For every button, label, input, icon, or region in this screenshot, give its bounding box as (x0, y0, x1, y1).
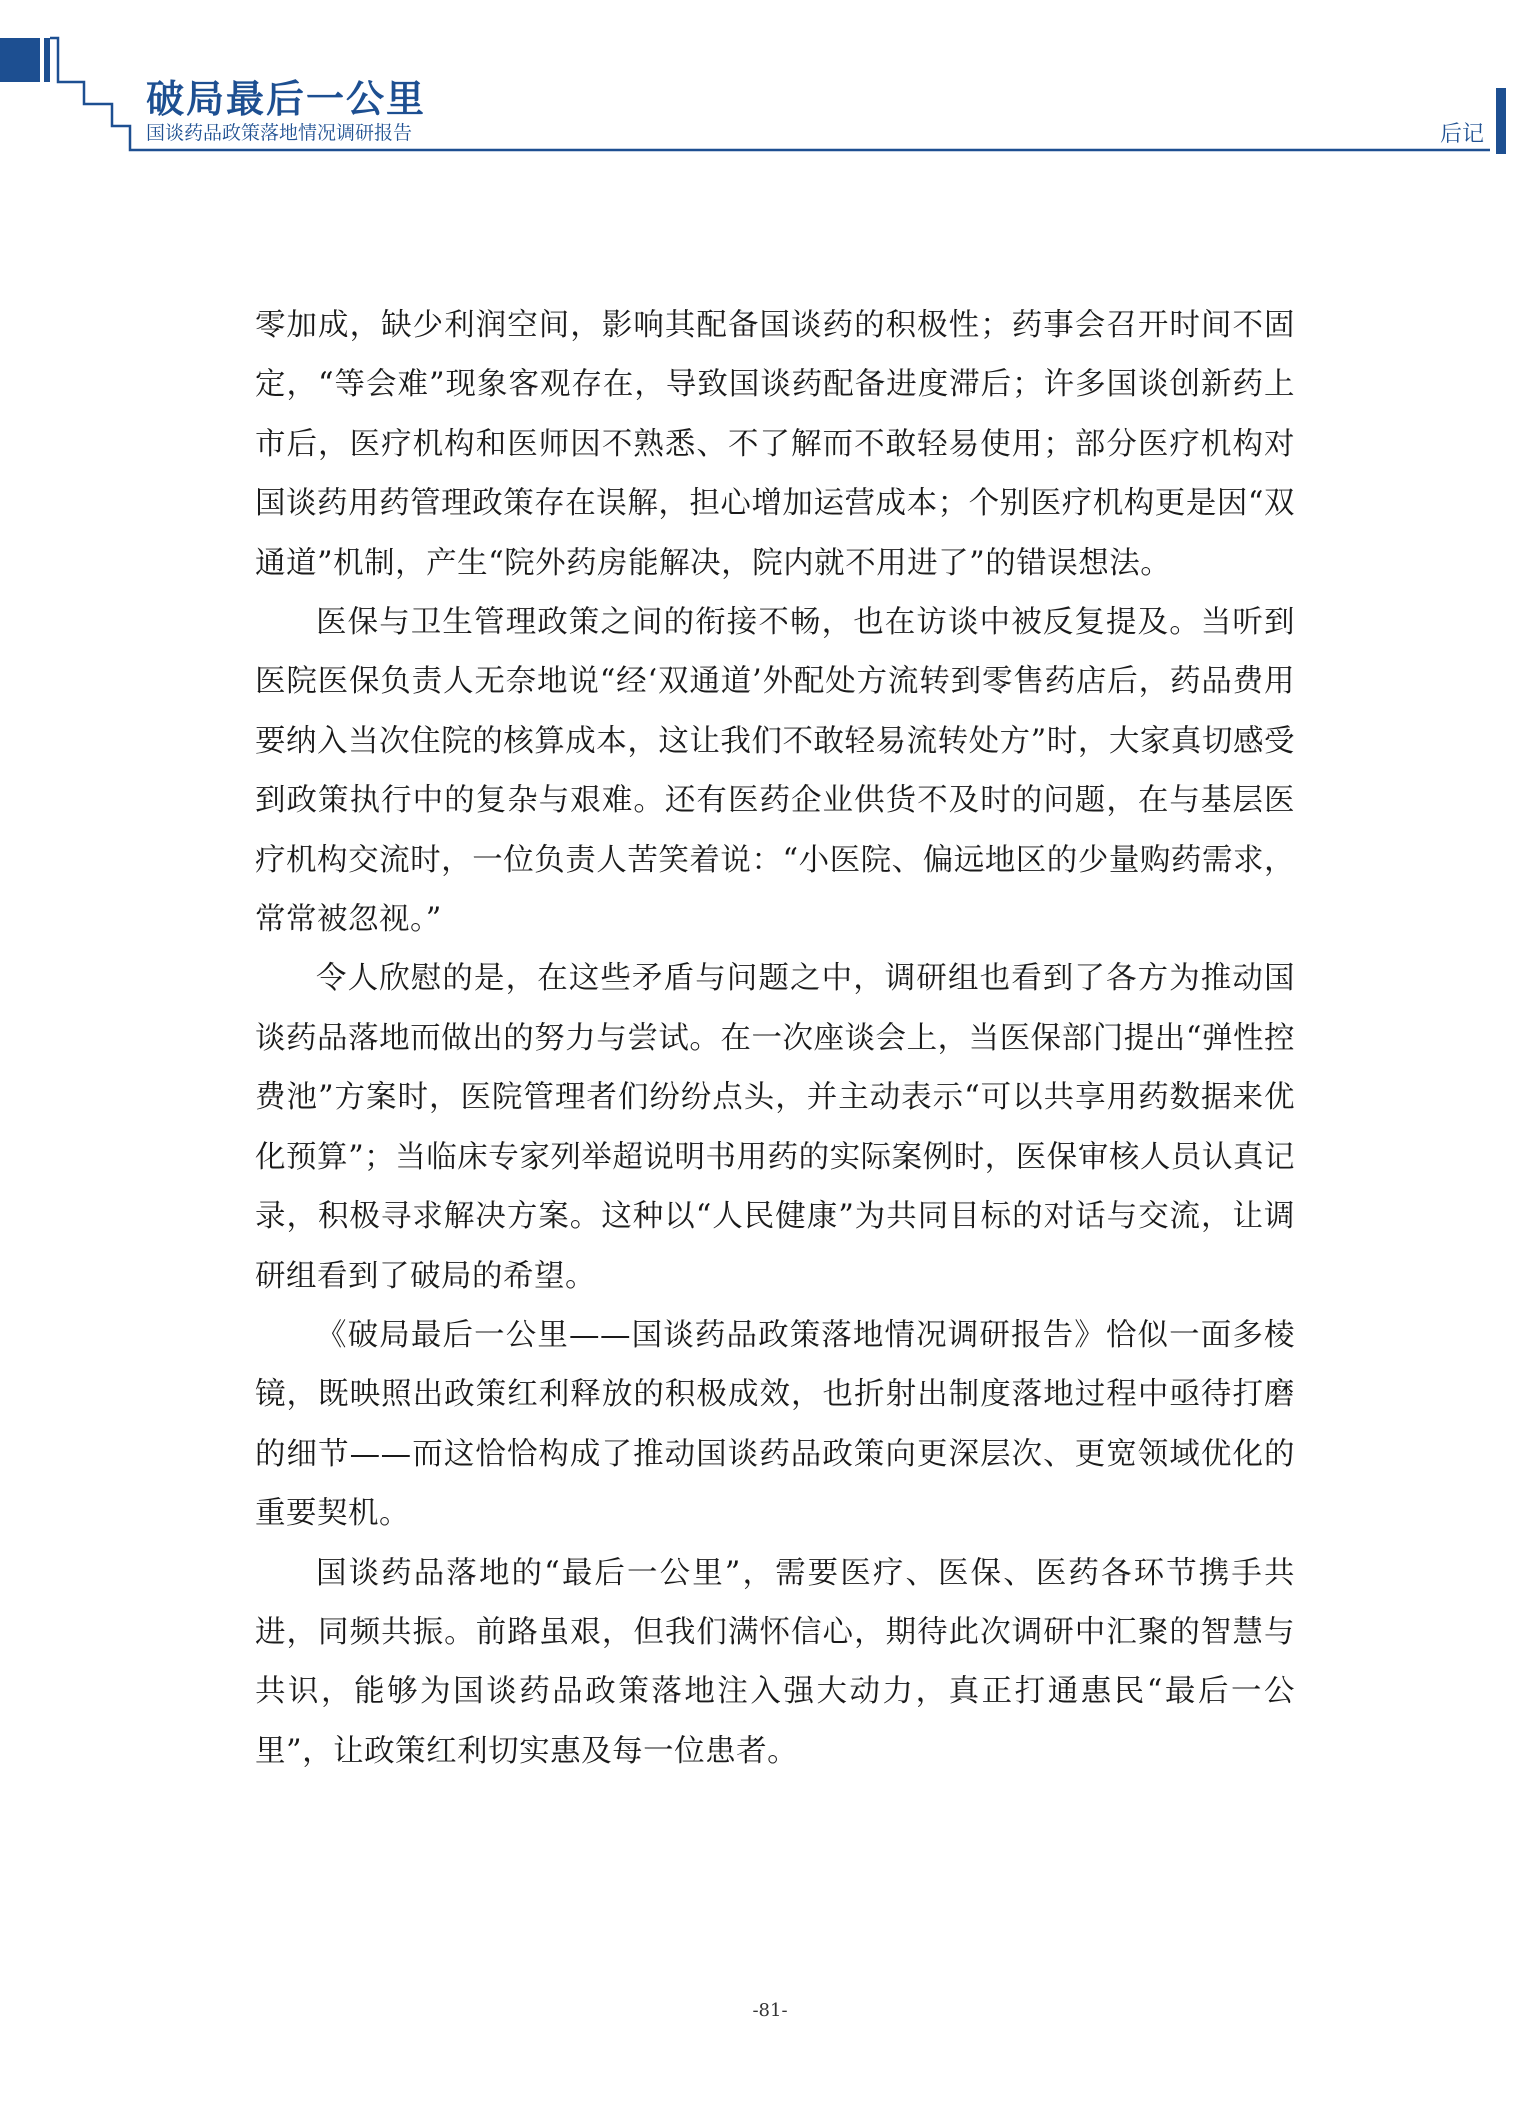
paragraph-2: 医保与卫生管理政策之间的衔接不畅，也在访谈中被反复提及。当听到医院医保负责人无奈地说“经‘双通道’外配处方流转到零售药店后，药品费用要纳入当次住院的核算成本，这让我们不敢轻易流转处方”时，大家真切感受到政策执行中的复杂与艰难。还有医药企业供货不及时的问题，在与基层医疗机构交流时，一位负责人苦笑着说：“小医院、偏远地区的少量购药需求，常常被忽视。” (255, 605, 1295, 938)
paragraph-4: 《破局最后一公里——国谈药品政策落地情况调研报告》恰似一面多棱镜，既映照出政策红利释放的积极成效，也折射出制度落地过程中亟待打磨的细节——而这恰恰构成了推动国谈药品政策向更深层次、更宽领域优化的重要契机。 (255, 1317, 1295, 1532)
report-subtitle: 国谈药品政策落地情况调研报告 (146, 122, 413, 144)
section-label: 后记 (1440, 122, 1485, 147)
paragraph-1: 零加成，缺少利润空间，影响其配备国谈药的积极性；药事会召开时间不固定，“等会难”现象客观存在，导致国谈药配备进度滞后；许多国谈创新药上市后，医疗机构和医师因不熟悉、不了解而不敢轻易使用；部分医疗机构对国谈药用药管理政策存在误解，担心增加运营成本；个别医疗机构更是因“双通道”机制，产生“院外药房能解决，院内就不用进了”的错误想法。 (255, 308, 1295, 581)
article-body (255, 296, 1295, 1781)
report-title: 破局最后一公里 (146, 77, 427, 121)
paragraph-3: 令人欣慰的是，在这些矛盾与问题之中，调研组也看到了各方为推动国谈药品落地而做出的努力与尝试。在一次座谈会上，当医保部门提出“弹性控费池”方案时，医院管理者们纷纷点头，并主动表示“可以共享用药数据来优化预算”；当临床专家列举超说明书用药的实际案例时，医保审核人员认真记录，积极寻求解决方案。这种以“人民健康”为共同目标的对话与交流，让调研组看到了破局的希望。 (255, 961, 1295, 1294)
page-header (0, 0, 1540, 160)
paragraph-5: 国谈药品落地的“最后一公里”，需要医疗、医保、医药各环节携手共进，同频共振。前路虽艰，但我们满怀信心，期待此次调研中汇聚的智慧与共识，能够为国谈药品政策落地注入强大动力，真正打通惠民“最后一公里”，让政策红利切实惠及每一位患者。 (255, 1555, 1295, 1769)
page-number: -81- (752, 2000, 788, 2021)
